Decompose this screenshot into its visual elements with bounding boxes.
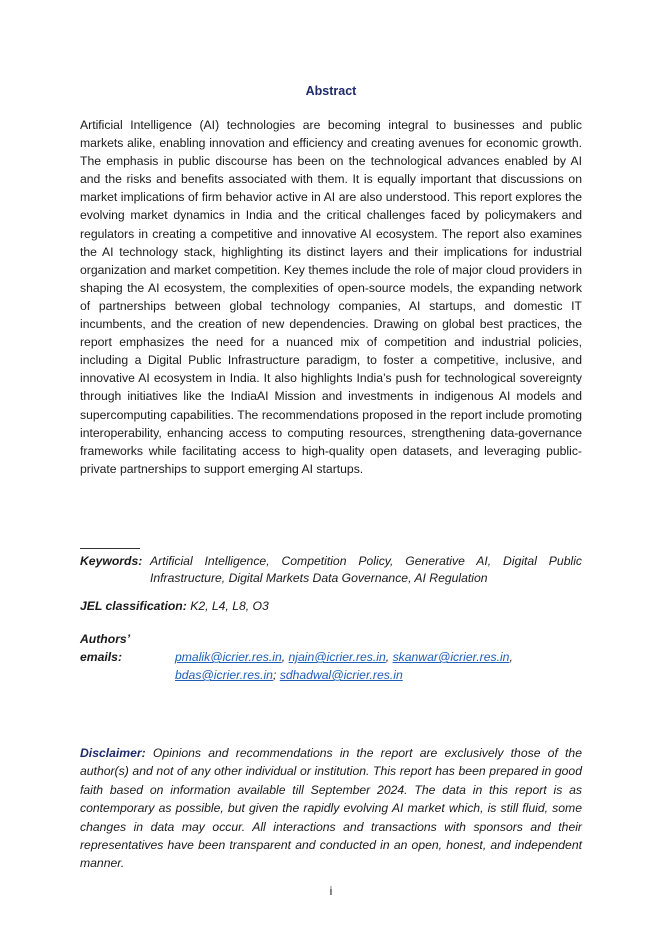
email-link-pmalik[interactable]: pmalik@icrier.res.in [175, 650, 282, 664]
disclaimer-paragraph [80, 744, 582, 873]
disclaimer-label: Disclaimer: [80, 746, 146, 760]
authors-emails-block [80, 630, 582, 684]
email-separator: , [385, 650, 393, 664]
keywords-block [80, 553, 582, 587]
keywords-label: Keywords: [80, 554, 143, 568]
abstract-heading: Abstract [305, 84, 357, 98]
email-separator: , [281, 650, 289, 664]
footnote-rule [80, 548, 140, 549]
email-link-skanwar[interactable]: skanwar@icrier.res.in [392, 650, 510, 664]
page-number: i [329, 884, 333, 898]
jel-label: JEL classification: [80, 599, 187, 613]
keywords-text: Artificial Intelligence, Competition Policy, Generative AI, Digital Public Infrastructure, Digital Markets Data Governance, AI Regulation [150, 554, 582, 585]
jel-classification [80, 599, 269, 613]
email-link-njain[interactable]: njain@icrier.res.in [288, 650, 386, 664]
abstract-body: Artificial Intelligence (AI) technologies are becoming integral to businesses and public markets alike, enabling innovation and efficiency and creating avenues for economic growth. The emphasis in public discourse has been on the technological advances enabled by AI and the risks and benefits associated with them. It is equally important that discussions on market implications of firm behavior active in AI are also understood. This report explores the evolving market dynamics in India and the critical challenges faced by policymakers and regulators in creating a competitive and innovative AI ecosystem. The report also examines the AI technology stack, highlighting its distinct layers and their implications for industrial organization and market competition. Key themes include the role of major cloud providers in shaping the AI ecosystem, the complexities of open-source models, the expanding network of partnerships between global technology companies, AI startups, and domestic IT incumbents, and the creation of new dependencies. Drawing on global best practices, the report emphasizes the need for a nuanced mix of competition and industrial policies, including a Digital Public Infrastructure paradigm, to foster a competitive, inclusive, and innovative AI ecosystem in India. It also highlights India’s push for technological sovereignty through initiatives like the IndiaAI Mission and investments in indigenous AI models and supercomputing capabilities. The recommendations proposed in the report include promoting interoperability, enhancing access to computing resources, strengthening data-governance frameworks while facilitating access to high-quality open datasets, and leveraging public-private partnerships to support emerging AI startups. [80, 118, 582, 476]
jel-codes: K2, L4, L8, O3 [190, 599, 269, 613]
email-separator: ; [272, 668, 280, 682]
email-link-sdhadwal[interactable]: sdhadwal@icrier.res.in [279, 668, 403, 682]
disclaimer-text: Opinions and recommendations in the report are exclusively those of the author(s) and not of any other individual or institution. This report has been prepared in good faith based on information available till September 2024. The data in this report is as contemporary as possible, but given the rapidly evolving AI market which, is still fluid, some changes in data may occur. All interactions and transactions with sponsors and their representatives have been transparent and conducted in an open, honest, and independent manner. [80, 746, 582, 871]
email-separator: , [509, 650, 513, 664]
email-link-bdas[interactable]: bdas@icrier.res.in [175, 668, 273, 682]
authors-emails-label: Authors’ emails: [80, 632, 130, 664]
